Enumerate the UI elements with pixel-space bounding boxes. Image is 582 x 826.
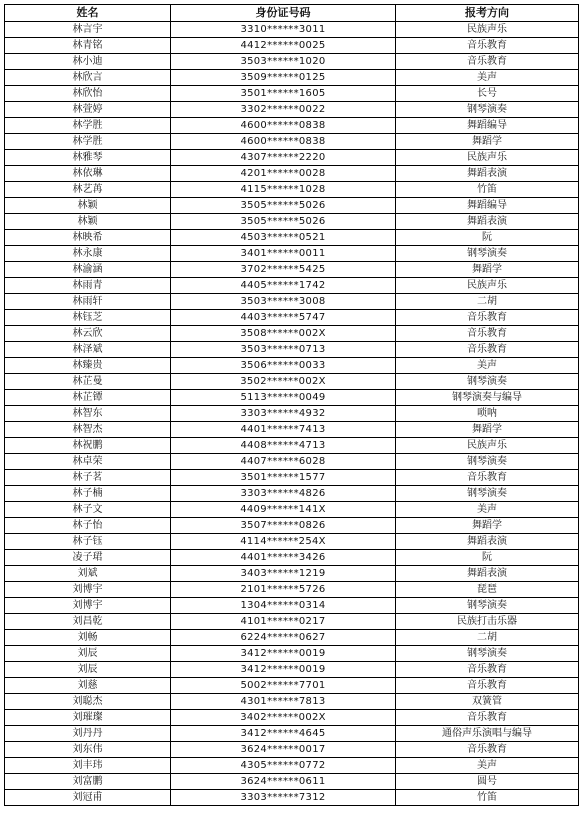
cell-name: 林智东 — [5, 406, 171, 422]
cell-id-number: 4114******254X — [171, 534, 396, 550]
cell-exam-direction: 琵琶 — [396, 582, 579, 598]
cell-name: 林泽斌 — [5, 342, 171, 358]
cell-exam-direction: 舞蹈学 — [396, 518, 579, 534]
cell-id-number: 4301******7813 — [171, 694, 396, 710]
cell-exam-direction: 钢琴演奏 — [396, 646, 579, 662]
cell-id-number: 5002******7701 — [171, 678, 396, 694]
cell-name: 林雅琴 — [5, 150, 171, 166]
cell-id-number: 3509******0125 — [171, 70, 396, 86]
cell-id-number: 3503******1020 — [171, 54, 396, 70]
cell-exam-direction: 美声 — [396, 358, 579, 374]
cell-id-number: 4201******0028 — [171, 166, 396, 182]
cell-exam-direction: 竹笛 — [396, 182, 579, 198]
table-row — [5, 774, 579, 790]
table-row — [5, 38, 579, 54]
cell-exam-direction: 圆号 — [396, 774, 579, 790]
cell-name: 刘璀璨 — [5, 710, 171, 726]
table-row — [5, 54, 579, 70]
cell-exam-direction: 阮 — [396, 230, 579, 246]
table-row — [5, 790, 579, 806]
table-row — [5, 438, 579, 454]
cell-id-number: 4409******141X — [171, 502, 396, 518]
cell-name: 林学胜 — [5, 118, 171, 134]
cell-id-number: 3503******0713 — [171, 342, 396, 358]
cell-name: 林雨青 — [5, 278, 171, 294]
cell-name: 林青铭 — [5, 38, 171, 54]
table-body — [5, 22, 579, 806]
cell-exam-direction: 二胡 — [396, 294, 579, 310]
cell-exam-direction: 美声 — [396, 502, 579, 518]
cell-id-number: 4600******0838 — [171, 134, 396, 150]
table-row — [5, 278, 579, 294]
cell-exam-direction: 舞蹈表演 — [396, 214, 579, 230]
cell-id-number: 3310******3011 — [171, 22, 396, 38]
cell-exam-direction: 音乐教育 — [396, 342, 579, 358]
cell-exam-direction: 钢琴演奏 — [396, 454, 579, 470]
cell-exam-direction: 钢琴演奏 — [396, 246, 579, 262]
cell-exam-direction: 音乐教育 — [396, 326, 579, 342]
cell-id-number: 4412******0025 — [171, 38, 396, 54]
cell-id-number: 1304******0314 — [171, 598, 396, 614]
cell-exam-direction: 音乐教育 — [396, 470, 579, 486]
cell-name: 林臻贵 — [5, 358, 171, 374]
cell-name: 刘慈 — [5, 678, 171, 694]
cell-name: 林云欣 — [5, 326, 171, 342]
table-row — [5, 358, 579, 374]
cell-id-number: 3303******7312 — [171, 790, 396, 806]
cell-name: 林子茗 — [5, 470, 171, 486]
cell-name: 刘昌乾 — [5, 614, 171, 630]
table-row — [5, 70, 579, 86]
cell-exam-direction: 舞蹈学 — [396, 422, 579, 438]
cell-exam-direction: 舞蹈表演 — [396, 566, 579, 582]
cell-id-number: 4503******0521 — [171, 230, 396, 246]
cell-exam-direction: 民族声乐 — [396, 22, 579, 38]
cell-name: 林卓荣 — [5, 454, 171, 470]
cell-name: 刘博宇 — [5, 598, 171, 614]
cell-exam-direction: 美声 — [396, 758, 579, 774]
cell-name: 林言宇 — [5, 22, 171, 38]
cell-exam-direction: 钢琴演奏 — [396, 486, 579, 502]
cell-name: 凌子珺 — [5, 550, 171, 566]
table-row — [5, 694, 579, 710]
cell-name: 刘富鹏 — [5, 774, 171, 790]
cell-id-number: 3501******1577 — [171, 470, 396, 486]
cell-exam-direction: 音乐教育 — [396, 678, 579, 694]
cell-exam-direction: 音乐教育 — [396, 38, 579, 54]
table-row — [5, 742, 579, 758]
cell-id-number: 3403******1219 — [171, 566, 396, 582]
table-row — [5, 406, 579, 422]
cell-name: 刘斌 — [5, 566, 171, 582]
cell-name: 林子怡 — [5, 518, 171, 534]
cell-exam-direction: 民族声乐 — [396, 150, 579, 166]
cell-id-number: 4115******1028 — [171, 182, 396, 198]
table-row — [5, 310, 579, 326]
table-row — [5, 710, 579, 726]
cell-id-number: 3303******4932 — [171, 406, 396, 422]
cell-exam-direction: 钢琴演奏 — [396, 102, 579, 118]
table-row — [5, 646, 579, 662]
cell-id-number: 4401******7413 — [171, 422, 396, 438]
cell-name: 林祝鹏 — [5, 438, 171, 454]
cell-id-number: 4407******6028 — [171, 454, 396, 470]
cell-id-number: 4305******0772 — [171, 758, 396, 774]
cell-id-number: 4408******4713 — [171, 438, 396, 454]
cell-exam-direction: 音乐教育 — [396, 310, 579, 326]
table-row — [5, 534, 579, 550]
table-row — [5, 294, 579, 310]
cell-exam-direction: 音乐教育 — [396, 710, 579, 726]
cell-exam-direction: 音乐教育 — [396, 54, 579, 70]
cell-id-number: 5113******0049 — [171, 390, 396, 406]
cell-exam-direction: 民族声乐 — [396, 438, 579, 454]
cell-name: 林渝涵 — [5, 262, 171, 278]
cell-exam-direction: 二胡 — [396, 630, 579, 646]
cell-id-number: 3702******5425 — [171, 262, 396, 278]
cell-exam-direction: 钢琴演奏 — [396, 374, 579, 390]
cell-name: 林智杰 — [5, 422, 171, 438]
cell-exam-direction: 钢琴演奏与编导 — [396, 390, 579, 406]
cell-exam-direction: 舞蹈编导 — [396, 198, 579, 214]
cell-name: 林雨轩 — [5, 294, 171, 310]
cell-id-number: 3503******3008 — [171, 294, 396, 310]
cell-name: 林艺苒 — [5, 182, 171, 198]
table-row — [5, 134, 579, 150]
cell-exam-direction: 舞蹈表演 — [396, 534, 579, 550]
cell-name: 林小迪 — [5, 54, 171, 70]
cell-name: 林芷镡 — [5, 390, 171, 406]
cell-exam-direction: 舞蹈编导 — [396, 118, 579, 134]
table-row — [5, 518, 579, 534]
table-row — [5, 390, 579, 406]
cell-id-number: 4307******2220 — [171, 150, 396, 166]
table-row — [5, 630, 579, 646]
cell-name: 林欣言 — [5, 70, 171, 86]
cell-exam-direction: 通俗声乐演唱与编导 — [396, 726, 579, 742]
cell-exam-direction: 竹笛 — [396, 790, 579, 806]
cell-name: 刘丹丹 — [5, 726, 171, 742]
cell-id-number: 3401******0011 — [171, 246, 396, 262]
cell-id-number: 3506******0033 — [171, 358, 396, 374]
cell-name: 林依琳 — [5, 166, 171, 182]
table-row — [5, 454, 579, 470]
cell-exam-direction: 舞蹈表演 — [396, 166, 579, 182]
cell-name: 林颖 — [5, 214, 171, 230]
cell-id-number: 3402******002X — [171, 710, 396, 726]
cell-exam-direction: 民族声乐 — [396, 278, 579, 294]
cell-name: 刘丰玮 — [5, 758, 171, 774]
column-header-name: 姓名 — [5, 5, 171, 22]
cell-id-number: 2101******5726 — [171, 582, 396, 598]
cell-name: 林子文 — [5, 502, 171, 518]
cell-id-number: 3507******0826 — [171, 518, 396, 534]
cell-name: 林学胜 — [5, 134, 171, 150]
cell-name: 刘畅 — [5, 630, 171, 646]
cell-name: 林钰芝 — [5, 310, 171, 326]
table-row — [5, 422, 579, 438]
table-row — [5, 486, 579, 502]
table-row — [5, 662, 579, 678]
table-row — [5, 470, 579, 486]
cell-name: 林欣怡 — [5, 86, 171, 102]
table-row — [5, 214, 579, 230]
table-row — [5, 118, 579, 134]
cell-name: 刘博宇 — [5, 582, 171, 598]
column-header-id-number: 身份证号码 — [171, 5, 396, 22]
table-row — [5, 150, 579, 166]
cell-id-number: 3412******4645 — [171, 726, 396, 742]
cell-name: 刘辰 — [5, 646, 171, 662]
table-row — [5, 230, 579, 246]
cell-name: 林芷曼 — [5, 374, 171, 390]
table-row — [5, 102, 579, 118]
cell-exam-direction: 美声 — [396, 70, 579, 86]
table-row — [5, 166, 579, 182]
cell-id-number: 4101******0217 — [171, 614, 396, 630]
cell-name: 刘冠甫 — [5, 790, 171, 806]
roster-table — [4, 4, 579, 806]
table-row — [5, 246, 579, 262]
cell-id-number: 3502******002X — [171, 374, 396, 390]
table-row — [5, 582, 579, 598]
table-row — [5, 502, 579, 518]
cell-id-number: 4403******5747 — [171, 310, 396, 326]
table-row — [5, 22, 579, 38]
cell-id-number: 3412******0019 — [171, 646, 396, 662]
table-row — [5, 566, 579, 582]
cell-id-number: 3505******5026 — [171, 214, 396, 230]
table-row — [5, 550, 579, 566]
cell-name: 林子钰 — [5, 534, 171, 550]
cell-name: 林萱婷 — [5, 102, 171, 118]
table-row — [5, 598, 579, 614]
cell-exam-direction: 双簧管 — [396, 694, 579, 710]
cell-exam-direction: 舞蹈学 — [396, 134, 579, 150]
cell-id-number: 3412******0019 — [171, 662, 396, 678]
cell-name: 刘东伟 — [5, 742, 171, 758]
cell-id-number: 3624******0017 — [171, 742, 396, 758]
cell-exam-direction: 舞蹈学 — [396, 262, 579, 278]
cell-name: 刘辰 — [5, 662, 171, 678]
cell-id-number: 3303******4826 — [171, 486, 396, 502]
cell-exam-direction: 阮 — [396, 550, 579, 566]
cell-name: 林映希 — [5, 230, 171, 246]
table-row — [5, 614, 579, 630]
cell-id-number: 6224******0627 — [171, 630, 396, 646]
cell-exam-direction: 钢琴演奏 — [396, 598, 579, 614]
cell-id-number: 3508******002X — [171, 326, 396, 342]
table-row — [5, 374, 579, 390]
cell-name: 林颖 — [5, 198, 171, 214]
cell-name: 林永康 — [5, 246, 171, 262]
cell-id-number: 3505******5026 — [171, 198, 396, 214]
header-row — [5, 5, 579, 22]
cell-id-number: 3302******0022 — [171, 102, 396, 118]
cell-exam-direction: 唢呐 — [396, 406, 579, 422]
cell-id-number: 3624******0611 — [171, 774, 396, 790]
table-row — [5, 198, 579, 214]
cell-exam-direction: 长号 — [396, 86, 579, 102]
cell-name: 刘聪杰 — [5, 694, 171, 710]
cell-exam-direction: 民族打击乐器 — [396, 614, 579, 630]
cell-exam-direction: 音乐教育 — [396, 662, 579, 678]
cell-name: 林子楠 — [5, 486, 171, 502]
table-row — [5, 758, 579, 774]
table-row — [5, 326, 579, 342]
table-row — [5, 726, 579, 742]
table-row — [5, 678, 579, 694]
cell-id-number: 3501******1605 — [171, 86, 396, 102]
table-header — [5, 5, 579, 22]
cell-id-number: 4600******0838 — [171, 118, 396, 134]
table-row — [5, 182, 579, 198]
column-header-exam-direction: 报考方向 — [396, 5, 579, 22]
table-row — [5, 86, 579, 102]
cell-exam-direction: 音乐教育 — [396, 742, 579, 758]
cell-id-number: 4401******3426 — [171, 550, 396, 566]
cell-id-number: 4405******1742 — [171, 278, 396, 294]
table-row — [5, 262, 579, 278]
table-row — [5, 342, 579, 358]
